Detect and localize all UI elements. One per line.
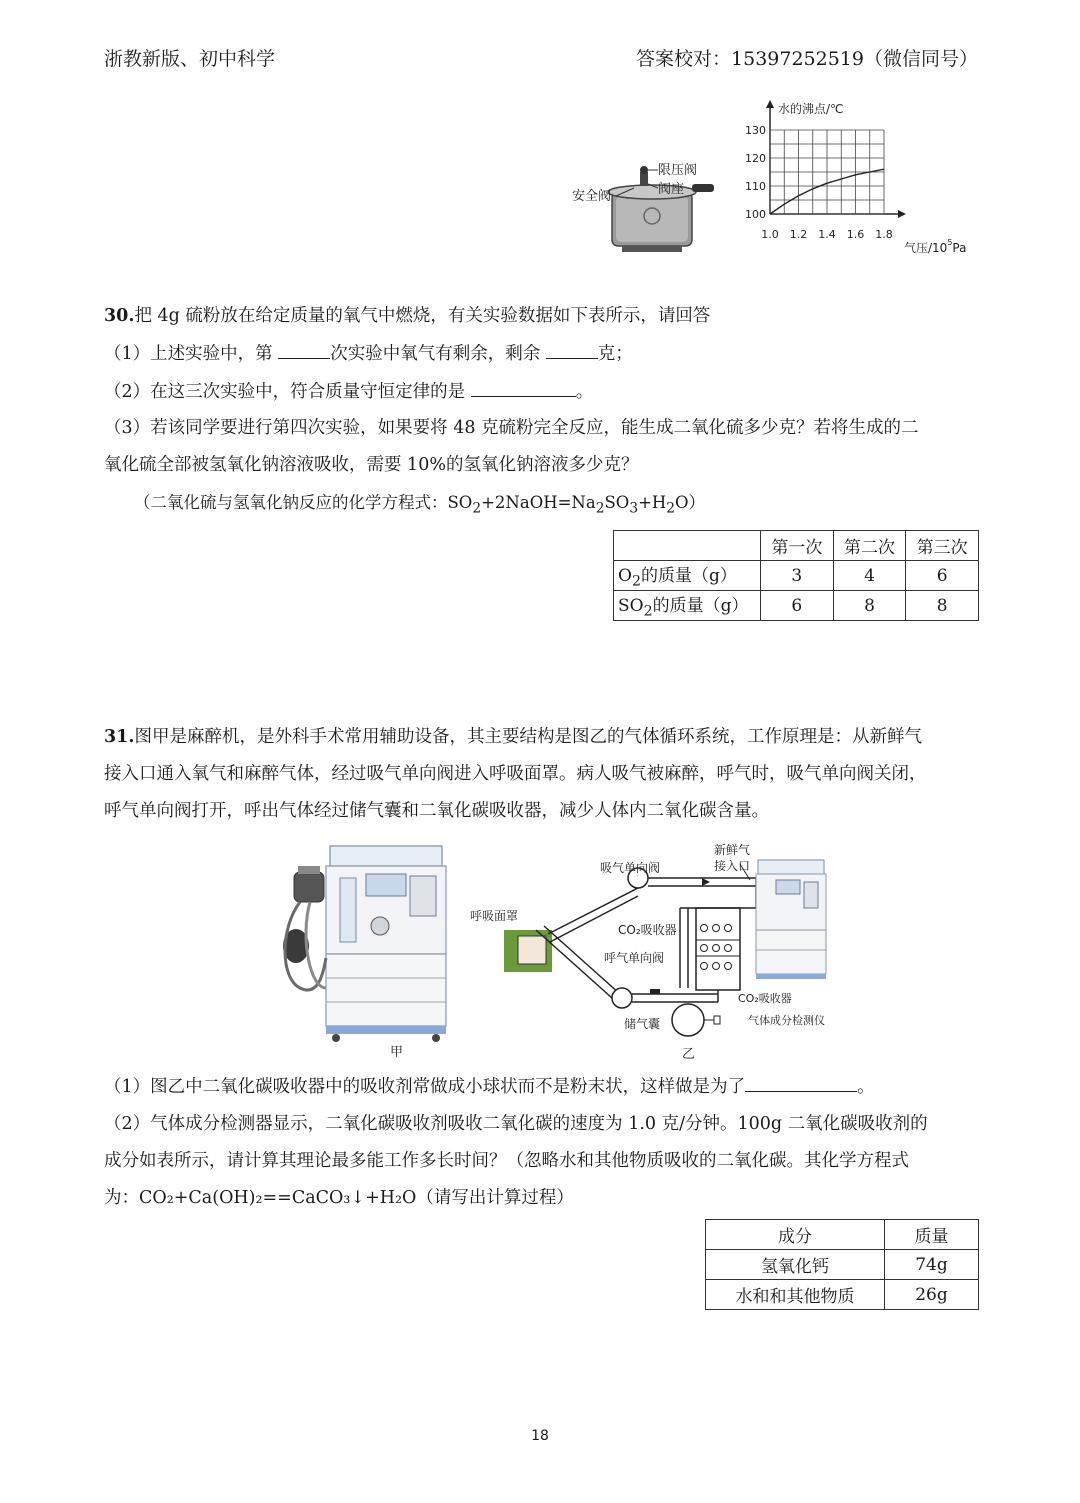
boiling-point-chart — [736, 96, 986, 264]
label-co2-absorber-a: CO₂吸收器 — [618, 923, 677, 937]
q31-composition-table — [705, 1219, 979, 1310]
table-row — [706, 1220, 979, 1250]
so2-subscript: 2 — [643, 603, 653, 620]
label-detector: 气体成分检测仪 — [748, 1014, 825, 1027]
q30-sub3-line2: 氧化硫全部被氢氧化钠溶液吸收，需要 10%的氢氧化钠溶液多少克？ — [104, 455, 639, 475]
table-row-label — [614, 561, 761, 591]
x-tick-label: 1.8 — [875, 228, 893, 241]
q30-sub3-line1: （3）若该同学要进行第四次实验，如果要将 48 克硫粉完全反应，能生成二氧化硫多少克？若将生成的二 — [104, 418, 919, 438]
table-cell: 氢氧化钙 — [706, 1250, 885, 1280]
x-axis-label-unit: Pa — [952, 241, 967, 255]
header-left: 浙教新版、初中科学 — [104, 48, 276, 70]
x-tick-label: 1.4 — [818, 228, 836, 241]
table-row-label — [614, 591, 761, 621]
q30-eq-sub-a: 2 — [472, 500, 482, 517]
x-axis-label — [904, 238, 966, 255]
exhale-valve-symbol — [612, 988, 632, 1008]
o2-symbol: O — [618, 566, 632, 587]
q30-data-table — [613, 530, 979, 621]
q31-stem-line1 — [104, 724, 922, 750]
x-tick-label: 1.2 — [789, 228, 808, 241]
so2-label: 的质量（g） — [652, 596, 749, 617]
q30-sub2-a: （2）在这三次实验中，符合质量守恒定律的是 — [104, 382, 471, 402]
q31-sub2-line1: （2）气体成分检测器显示，二氧化碳吸收剂吸收二氧化碳的速度为 1.0 克/分钟。100g 二氧化碳吸收剂的 — [104, 1114, 928, 1134]
q30-eq-prefix: （二氧化硫与氢氧化钠反应的化学方程式：SO — [134, 493, 473, 512]
table-header-cell: 质量 — [885, 1220, 979, 1250]
table-cell: 3 — [761, 561, 834, 591]
q30-sub2-b: 。 — [575, 382, 594, 402]
q31-blank-1[interactable] — [745, 1073, 857, 1092]
q30-blank-2[interactable] — [546, 340, 598, 359]
label-safety-valve: 安全阀 — [572, 189, 612, 204]
q30-eq-sub-d: 2 — [666, 500, 676, 517]
q30-eq-mid2: SO — [604, 493, 630, 512]
page-number: 18 — [531, 1428, 549, 1444]
q30-eq-sub-c: 3 — [629, 500, 639, 517]
q31-stem-line3: 呼气单向阀打开，呼出气体经过储气囊和二氧化碳吸收器，减少人体内二氧化碳含量。 — [104, 801, 769, 821]
gas-circuit-diagram — [504, 860, 826, 1036]
label-fresh-gas-2: 接入口 — [714, 859, 751, 873]
label-fresh-gas-1: 新鲜气 — [714, 843, 751, 857]
q31-stem-line2: 接入口通入氧气和麻醉气体，经过吸气单向阀进入呼吸面罩。病人吸气被麻醉，呼气时，吸气单向阀关闭， — [104, 764, 927, 784]
table-cell: 26g — [885, 1280, 979, 1310]
y-tick-labels — [745, 124, 766, 221]
q30-number: 30. — [104, 306, 135, 326]
y-tick-label: 130 — [745, 124, 766, 137]
x-tick-labels — [761, 228, 893, 241]
q31-sub2-line2: 成分如表所示，请计算其理论最多能工作多长时间？（忽略水和其他物质吸收的二氧化碳。其化学方程式 — [104, 1151, 909, 1171]
q30-eq-sub-b: 2 — [595, 500, 605, 517]
q30-blank-1[interactable] — [278, 340, 330, 359]
label-limit-valve: 限压阀 — [658, 163, 698, 178]
y-tick-label: 110 — [745, 180, 766, 193]
x-axis-label-exp: 5 — [947, 238, 953, 247]
x-tick-label: 1.0 — [761, 228, 779, 241]
q30-sub1-b: 次实验中氧气有剩余，剩余 — [330, 344, 546, 364]
reservoir-bag-symbol — [672, 1004, 704, 1036]
q30-sub1-a: （1）上述实验中，第 — [104, 344, 279, 364]
q30-sub1-c: 克； — [597, 344, 633, 364]
header-right: 答案校对：15397252519（微信同号） — [636, 48, 978, 70]
q30-blank-3[interactable] — [471, 378, 576, 397]
y-axis-label: 水的沸点/℃ — [778, 102, 844, 116]
q30-equation — [134, 490, 705, 521]
label-mask: 呼吸面罩 — [470, 909, 519, 923]
q30-eq-mid1: +2NaOH=Na — [481, 493, 596, 512]
flow-arrow-icon — [702, 878, 710, 886]
q31-line1-text: 图甲是麻醉机，是外科手术常用辅助设备，其主要结构是图乙的气体循环系统，工作原理是：从新鲜气 — [134, 727, 922, 747]
o2-label: 的质量（g） — [640, 566, 737, 587]
table-cell: 8 — [833, 591, 906, 621]
anesthesia-figure — [270, 838, 840, 1070]
q31-sub1-a: （1）图乙中二氧化碳吸收器中的吸收剂常做成小球状而不是粉末状，这样做是为了 — [104, 1077, 746, 1097]
table-header-cell: 第三次 — [906, 531, 979, 561]
q31-number: 31. — [104, 727, 135, 747]
label-co2-absorber-b: CO₂吸收器 — [738, 992, 792, 1005]
table-row — [614, 561, 979, 591]
q30-sub2 — [104, 378, 593, 405]
label-exhale-valve: 呼气单向阀 — [604, 951, 665, 965]
o2-subscript: 2 — [631, 573, 641, 590]
patient-face-drawing — [518, 936, 546, 964]
table-row — [614, 591, 979, 621]
pressure-cooker-figure — [566, 150, 716, 260]
table-header-cell: 第一次 — [761, 531, 834, 561]
q30-sub1 — [104, 340, 633, 367]
anesthesia-machine-jia — [283, 846, 446, 1042]
table-cell: 4 — [833, 561, 906, 591]
q30-stem-text: 把 4g 硫粉放在给定质量的氧气中燃烧，有关实验数据如下表所示，请回答 — [134, 306, 711, 326]
table-cell: 6 — [906, 561, 979, 591]
so2-symbol: SO — [618, 596, 644, 617]
q30-eq-suffix: O） — [675, 493, 706, 512]
table-cell: 水和和其他物质 — [706, 1280, 885, 1310]
table-row — [706, 1280, 979, 1310]
table-cell: 8 — [906, 591, 979, 621]
x-tick-label: 1.6 — [846, 228, 865, 241]
table-header-cell — [614, 531, 761, 561]
q31-sub1 — [104, 1073, 875, 1100]
q30-eq-mid3: +H — [638, 493, 667, 512]
x-axis-label-main: 气压/10 — [904, 241, 948, 255]
table-header-cell: 成分 — [706, 1220, 885, 1250]
label-valve-seat: 阀座 — [658, 182, 685, 197]
table-row — [614, 531, 979, 561]
table-row — [706, 1250, 979, 1280]
anesthesia-machine-small — [756, 860, 826, 979]
y-tick-label: 100 — [745, 208, 766, 221]
q30-stem — [104, 303, 710, 329]
q31-sub2-line3: 为：CO₂+Ca(OH)₂==CaCO₃↓+H₂O（请写出计算过程） — [104, 1188, 574, 1208]
label-reservoir: 储气囊 — [624, 1017, 661, 1031]
y-axis-arrow-icon — [766, 100, 774, 108]
table-header-cell: 第二次 — [833, 531, 906, 561]
label-jia: 甲 — [390, 1045, 404, 1060]
pressure-cooker-drawing — [608, 166, 714, 252]
label-inhale-valve: 吸气单向阀 — [600, 861, 661, 875]
y-tick-label: 120 — [745, 152, 766, 165]
table-cell: 6 — [761, 591, 834, 621]
q31-sub1-b: 。 — [857, 1077, 875, 1097]
x-axis-arrow-icon — [898, 210, 906, 218]
label-yi: 乙 — [682, 1047, 696, 1062]
table-cell: 74g — [885, 1250, 979, 1280]
